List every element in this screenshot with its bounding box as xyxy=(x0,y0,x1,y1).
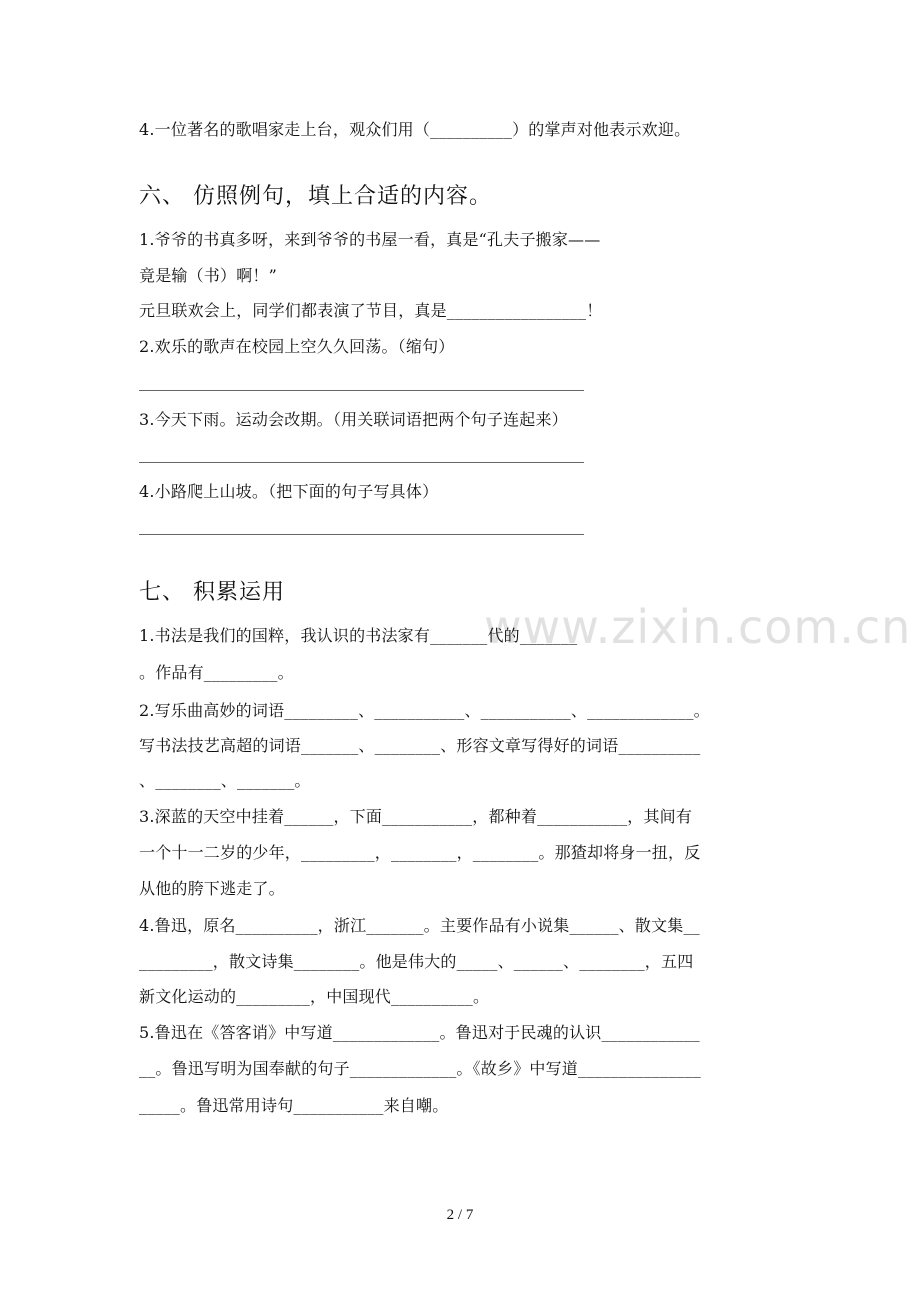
question-5-4: 4.一位著名的歌唱家走上台，观众们用（__________）的掌声对他表示欢迎。 xyxy=(139,120,691,139)
watermark: www.zixin.com.cn xyxy=(484,600,912,654)
section-6-q1-line3: 元旦联欢会上，同学们都表演了节目，真是_________________！ xyxy=(139,301,603,320)
section-7-line: _________，散文诗集________。他是伟大的_____、______、________，五四 xyxy=(139,952,694,971)
section-7-line: 、________、_______。 xyxy=(139,771,311,790)
answer-line-q2[interactable] xyxy=(139,390,584,391)
section-7-line: 。作品有_________。 xyxy=(139,663,294,682)
section-7-line: _____。鲁迅常用诗句___________来自嘲。 xyxy=(139,1096,449,1115)
section-7-line: 1.书法是我们的国粹，我认识的书法家有_______代的_______ xyxy=(139,626,578,645)
section-7-line: 5.鲁迅在《答客诮》中写道_____________。鲁迅对于民魂的认识____________ xyxy=(139,1023,700,1042)
page-number: 2 / 7 xyxy=(446,1207,474,1223)
section-6-q1-line2: 竟是输（书）啊！” xyxy=(139,266,277,285)
section-7-line: __。鲁迅写明为国奉献的句子_____________。《故乡》中写道_______________ xyxy=(139,1059,702,1078)
answer-line-q4[interactable] xyxy=(139,534,584,535)
section-6-q4: 4.小路爬上山坡。（把下面的句子写具体） xyxy=(139,482,439,501)
section-6-q3: 3.今天下雨。运动会改期。（用关联词语把两个句子连起来） xyxy=(139,410,568,429)
section-7-line: 写书法技艺高超的词语_______、________、形容文章写得好的词语__________ xyxy=(139,736,701,755)
section-7-line: 2.写乐曲高妙的词语_________、___________、___________、_____________。 xyxy=(139,701,710,720)
answer-line-q3[interactable] xyxy=(139,462,584,463)
section-7-line: 从他的胯下逃走了。 xyxy=(139,879,285,898)
section-6-heading: 六、 仿照例句，填上合适的内容。 xyxy=(139,184,492,209)
section-6-q1-line1: 1.爷爷的书真多呀，来到爷爷的书屋一看，真是“孔夫子搬家—— xyxy=(139,230,601,249)
section-7-heading: 七、 积累运用 xyxy=(139,580,285,605)
section-7-line: 一个十一二岁的少年，_________，________，________。那猹却将身一扭，反 xyxy=(139,843,701,862)
section-7-line: 新文化运动的_________，中国现代__________。 xyxy=(139,987,490,1006)
section-7-line: 3.深蓝的天空中挂着______，下面___________，都种着___________，其间有 xyxy=(139,807,693,826)
section-6-q2: 2.欢乐的歌声在校园上空久久回荡。（缩句） xyxy=(139,337,455,356)
section-7-line: 4.鲁迅，原名__________，浙江_______。主要作品有小说集______、散文集__ xyxy=(139,916,700,935)
